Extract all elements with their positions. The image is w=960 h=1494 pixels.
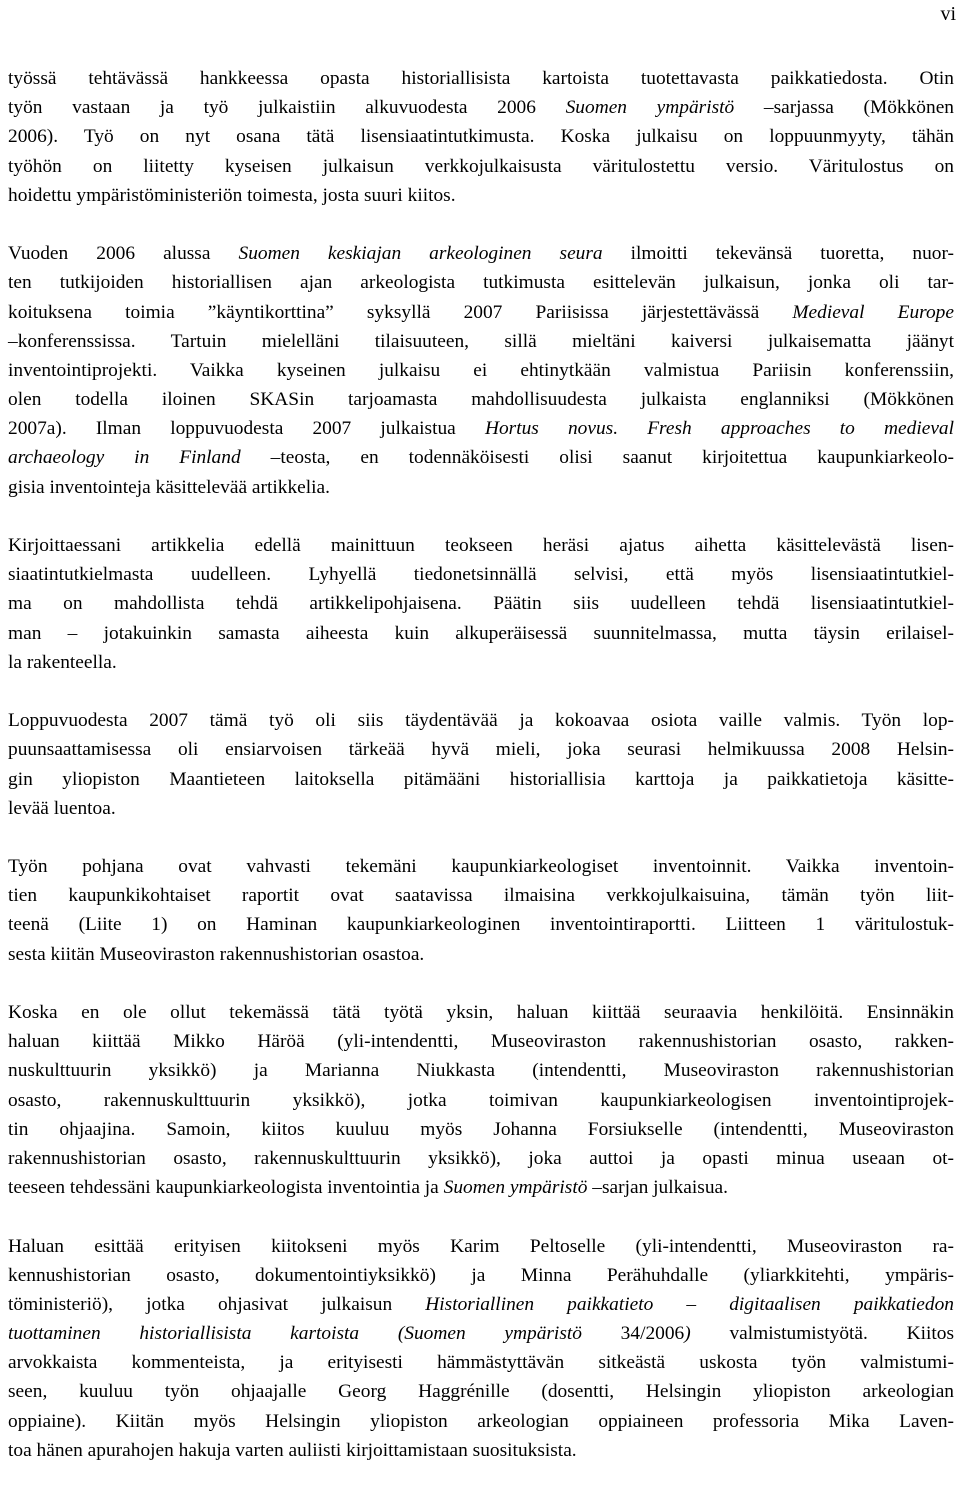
italic-text: archaeology in Finland xyxy=(8,447,241,469)
text-line xyxy=(8,385,954,414)
text-line xyxy=(8,589,954,618)
text-segment: toa hänen apurahojen hakuja varten auliisti kirjoittamistaan suosituksista. xyxy=(8,1439,577,1461)
text-line xyxy=(8,327,954,356)
text-segment: ma on mahdollista tehdä artikkelipohjaisena. Päätin siis uudelleen tehdä lisensiaatintutkiel- xyxy=(8,593,954,615)
text-segment: Koska en ole ollut tekemässä tätä työtä yksin, haluan kiittää seuraavia henkilöitä. Ensinnäkin xyxy=(8,1002,954,1023)
text-line xyxy=(8,619,954,648)
text-line xyxy=(8,998,954,1027)
text-line xyxy=(8,1056,954,1085)
text-segment: rakennushistorian osasto, rakennuskulttuurin yksikkö), joka auttoi ja opasti minua useaan ot- xyxy=(8,1147,954,1169)
text-segment: haluan kiittää Mikko Häröä (yli-intendentti, Museoviraston rakennushistorian osasto, rakken- xyxy=(8,1031,954,1053)
italic-text: Medieval Europe xyxy=(792,301,954,323)
italic-text: tuottaminen historiallisista kartoista (Suomen ympäristö xyxy=(8,1323,582,1345)
italic-text: Historiallinen paikkatieto – digitaalisen paikkatiedon xyxy=(425,1293,954,1315)
text-segment: hoidettu ympäristöministeriön toimesta, josta suuri kiitos. xyxy=(8,184,456,206)
text-segment: nuskulttuurin yksikkö) ja Marianna Niukkasta (intendentti, Museoviraston rakennushistorian xyxy=(8,1060,954,1082)
text-segment: gisia inventointeja käsittelevää artikkelia. xyxy=(8,476,330,498)
text-line xyxy=(8,1407,954,1436)
text-line xyxy=(8,1232,954,1261)
text-segment: teeseen tehdessäni kaupunkiarkeologista inventointia ja xyxy=(8,1177,444,1199)
text-line xyxy=(8,64,954,93)
text-segment: olen todella iloinen SKASin tarjoamasta mahdollisuudesta julkaista englanniksi (Mökkönen xyxy=(8,389,954,411)
text-line xyxy=(8,181,954,210)
paragraph xyxy=(8,239,954,502)
italic-text: Suomen ympäristö xyxy=(443,1177,588,1199)
text-segment: oppiaine). Kiitän myös Helsingin yliopiston arkeologian oppiaineen professoria Mika Laven- xyxy=(8,1410,954,1432)
text-segment: Vuoden 2006 alussa xyxy=(8,243,239,265)
text-line xyxy=(8,93,954,122)
text-line xyxy=(8,443,954,472)
text-segment: työn vastaan ja työ julkaistiin alkuvuodesta 2006 xyxy=(8,97,566,119)
text-segment: ilmoitti tekevänsä tuoretta, nuor- xyxy=(602,243,954,265)
text-segment: koituksena toimia ”käyntikorttina” syksyllä 2007 Pariisissa järjestettävässä xyxy=(8,301,793,323)
text-line xyxy=(8,648,954,677)
text-segment: ten tutkijoiden historiallisen ajan arkeologista tutkimusta esittelevän julkaisun, jonka oli tar- xyxy=(8,272,954,294)
text-line xyxy=(8,1173,954,1202)
text-line xyxy=(8,1261,954,1290)
text-segment: 34/2006 xyxy=(581,1323,685,1345)
italic-text: Suomen keskiajan arkeologinen seura xyxy=(238,243,603,265)
text-line xyxy=(8,1290,954,1319)
text-line xyxy=(8,152,954,181)
text-line xyxy=(8,560,954,589)
document-body xyxy=(8,64,954,1494)
text-line xyxy=(8,1319,954,1348)
text-segment: tien kaupunkikohtaiset raportit ovat saatavissa ilmaisina verkkojulkaisuina, tämän työn liit- xyxy=(8,885,954,907)
text-line xyxy=(8,239,954,268)
text-segment: levää luentoa. xyxy=(8,797,116,819)
text-segment: la rakenteella. xyxy=(8,651,117,673)
text-segment: työhön on liitetty kyseisen julkaisun verkkojulkaisusta väritulostettu versio. Väritulostus on xyxy=(8,155,954,177)
text-line xyxy=(8,1144,954,1173)
paragraph xyxy=(8,852,954,969)
text-segment: 2007a). Ilman loppuvuodesta 2007 julkaistua xyxy=(8,418,485,440)
text-segment: valmistumistyötä. Kiitos xyxy=(690,1323,954,1345)
page-number: vi xyxy=(940,3,956,25)
text-segment: tin ohjaajina. Samoin, kiitos kuuluu myös Johanna Forsiukselle (intendentti, Museoviraston xyxy=(8,1118,954,1140)
text-line xyxy=(8,268,954,297)
paragraph xyxy=(8,706,954,823)
text-line xyxy=(8,765,954,794)
text-segment: töministeriö), jotka ohjasivat julkaisun xyxy=(8,1293,426,1315)
text-line xyxy=(8,910,954,939)
text-segment: Haluan esittää erityisen kiitokseni myös Karim Peltoselle (yli-intendentti, Museoviraston ra- xyxy=(8,1235,954,1257)
text-line xyxy=(8,881,954,910)
text-segment: siaatintutkielmasta uudelleen. Lyhyellä tiedonetsinnällä selvisi, että myös lisensiaatintutkiel- xyxy=(8,564,954,586)
text-segment: –sarjan julkaisua. xyxy=(587,1177,728,1199)
text-line xyxy=(8,852,954,881)
italic-text: ) xyxy=(684,1323,691,1345)
text-line xyxy=(8,1086,954,1115)
text-line xyxy=(8,122,954,151)
text-segment: inventointiprojekti. Vaikka kyseinen julkaisu ei ehtinytkään valmistua Pariisin konferenssiin, xyxy=(8,359,954,381)
text-line xyxy=(8,940,954,969)
text-segment: –konferenssissa. Tartuin mielelläni tilaisuuteen, sillä mieltäni kaiversi julkaisematta jäänyt xyxy=(8,330,954,352)
text-segment: man – jotakuinkin samasta aiheesta kuin alkuperäisessä suunnitelmassa, mutta täysin erilaisel- xyxy=(8,622,954,644)
text-line xyxy=(8,1348,954,1377)
text-segment: Kirjoittaessani artikkelia edellä mainittuun teokseen heräsi ajatus aihetta käsittelevästä lisen- xyxy=(8,535,954,556)
text-line xyxy=(8,1377,954,1406)
italic-text: Hortus novus. Fresh approaches to medieval xyxy=(484,418,955,440)
text-line xyxy=(8,706,954,735)
text-line xyxy=(8,735,954,764)
text-segment: 2006). Työ on nyt osana tätä lisensiaatintutkimusta. Koska julkaisu on loppuunmyyty, tähän xyxy=(8,126,954,148)
text-segment: työssä tehtävässä hankkeessa opasta historiallisista kartoista tuotettavasta paikkatiedosta. Otin xyxy=(8,68,954,89)
paragraph xyxy=(8,1232,954,1466)
text-segment: arvokkaista kommenteista, ja erityisesti hämmästyttävän sitkeästä uskosta työn valmistumi- xyxy=(8,1352,954,1374)
text-segment: –teosta, en todennäköisesti olisi saanut kirjoitettua kaupunkiarkeolo- xyxy=(240,447,954,469)
text-segment: gin yliopiston Maantieteen laitoksella pitämääni historiallisia karttoja ja paikkatietoja käsitte- xyxy=(8,768,954,790)
text-segment: seen, kuuluu työn ohjaajalle Georg Haggrénille (dosentti, Helsingin yliopiston arkeologian xyxy=(8,1381,954,1403)
paragraph xyxy=(8,531,954,677)
text-segment: kennushistorian osasto, dokumentointiyksikkö) ja Minna Perähuhdalle (yliarkkitehti, ympäris- xyxy=(8,1264,954,1286)
text-line xyxy=(8,1436,954,1465)
text-line xyxy=(8,356,954,385)
text-segment: sesta kiitän Museoviraston rakennushistorian osastoa. xyxy=(8,943,425,965)
text-segment: osasto, rakennuskulttuurin yksikkö), jotka toimivan kaupunkiarkeologisen inventointiprojek- xyxy=(8,1089,954,1111)
text-line xyxy=(8,531,954,560)
paragraph xyxy=(8,998,954,1202)
text-segment: Työn pohjana ovat vahvasti tekemäni kaupunkiarkeologiset inventoinnit. Vaikka inventoin- xyxy=(8,856,954,878)
paragraph xyxy=(8,64,954,210)
text-segment: puunsaattamisessa oli ensiarvoisen tärkeää hyvä mieli, joka seurasi helmikuussa 2008 Helsin- xyxy=(8,739,954,761)
text-line xyxy=(8,298,954,327)
text-segment: Loppuvuodesta 2007 tämä työ oli siis täydentävää ja kokoavaa osiota vaille valmis. Työn lop- xyxy=(8,710,954,732)
text-line xyxy=(8,1027,954,1056)
text-line xyxy=(8,414,954,443)
text-segment: –sarjassa (Mökkönen xyxy=(734,97,954,119)
text-line xyxy=(8,473,954,502)
text-line xyxy=(8,1115,954,1144)
text-line xyxy=(8,794,954,823)
text-segment: teenä (Liite 1) on Haminan kaupunkiarkeologinen inventointiraportti. Liitteen 1 väritulostuk- xyxy=(8,914,954,936)
italic-text: Suomen ympäristö xyxy=(565,97,735,119)
